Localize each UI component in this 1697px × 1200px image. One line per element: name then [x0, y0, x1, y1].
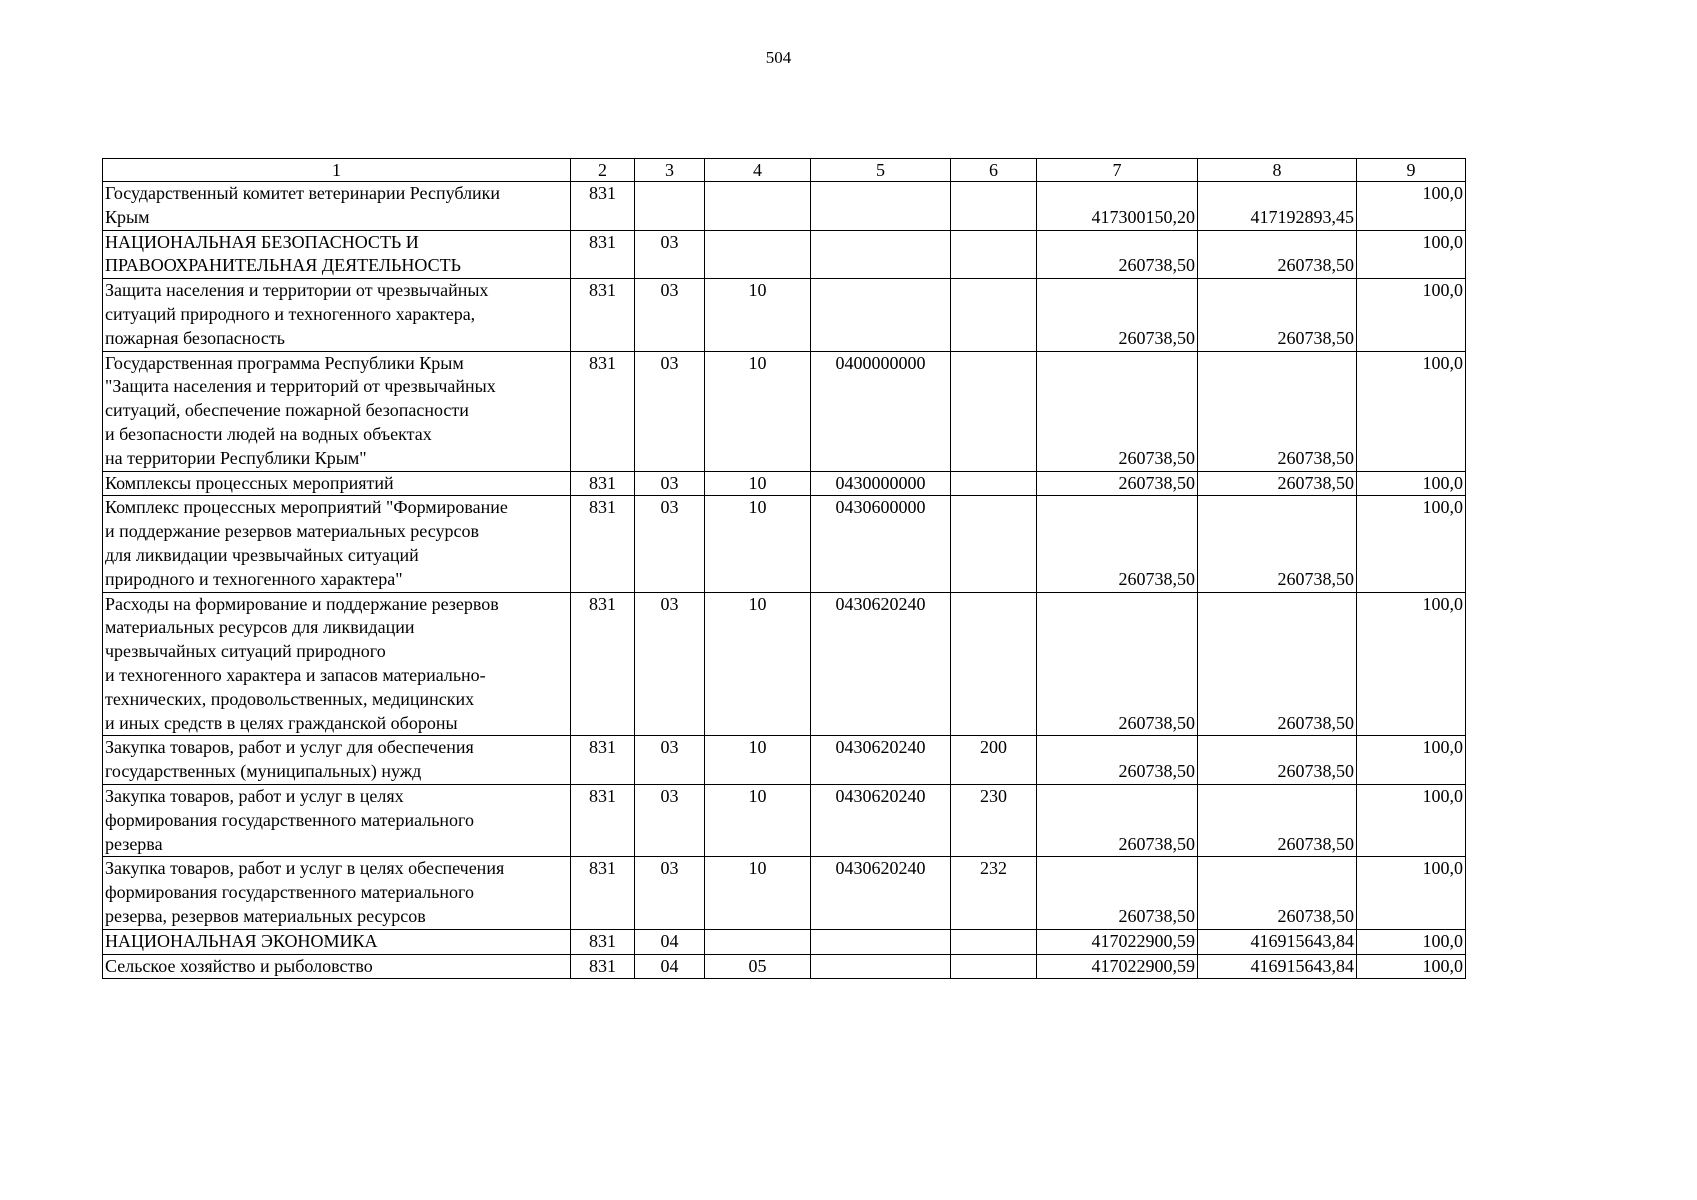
expense-type-cell: 200	[951, 736, 1037, 785]
table-row	[103, 471, 1466, 496]
expense-type-cell	[951, 182, 1037, 231]
percent-cell: 100,0	[1357, 230, 1466, 279]
expense-type-cell	[951, 230, 1037, 279]
target-article-cell: 0430600000	[811, 496, 951, 592]
expense-type-cell: 232	[951, 857, 1037, 929]
planned-amount-cell: 260738,50	[1037, 857, 1198, 929]
percent-cell: 100,0	[1357, 929, 1466, 954]
row-name-cell: Защита населения и территории от чрезвычайных ситуаций природного и техногенного характера, пожарная безопасность	[103, 279, 571, 351]
row-name-cell: Комплексы процессных мероприятий	[103, 471, 571, 496]
header-cell-2: 2	[571, 159, 635, 182]
target-article-cell	[811, 954, 951, 979]
target-article-cell: 0430620240	[811, 592, 951, 736]
expense-type-cell	[951, 929, 1037, 954]
subsection-code-cell: 10	[705, 351, 811, 471]
table-row	[103, 496, 1466, 592]
table-row	[103, 954, 1466, 979]
ministry-code-cell: 831	[571, 929, 635, 954]
planned-amount-cell: 260738,50	[1037, 471, 1198, 496]
executed-amount-cell: 260738,50	[1198, 592, 1357, 736]
percent-cell: 100,0	[1357, 592, 1466, 736]
percent-cell: 100,0	[1357, 351, 1466, 471]
percent-cell: 100,0	[1357, 784, 1466, 856]
expense-type-cell	[951, 279, 1037, 351]
ministry-code-cell: 831	[571, 182, 635, 231]
table-row	[103, 182, 1466, 231]
section-code-cell: 03	[635, 279, 705, 351]
target-article-cell: 0400000000	[811, 351, 951, 471]
executed-amount-cell: 260738,50	[1198, 496, 1357, 592]
ministry-code-cell: 831	[571, 230, 635, 279]
section-code-cell: 04	[635, 929, 705, 954]
subsection-code-cell: 05	[705, 954, 811, 979]
table-row	[103, 230, 1466, 279]
row-name-cell: Закупка товаров, работ и услуг в целях формирования государственного материального резерва	[103, 784, 571, 856]
table-row	[103, 857, 1466, 929]
percent-cell: 100,0	[1357, 496, 1466, 592]
table-row	[103, 784, 1466, 856]
row-name-cell: НАЦИОНАЛЬНАЯ БЕЗОПАСНОСТЬ И ПРАВООХРАНИТЕЛЬНАЯ ДЕЯТЕЛЬНОСТЬ	[103, 230, 571, 279]
section-code-cell: 03	[635, 592, 705, 736]
table-row	[103, 736, 1466, 785]
executed-amount-cell: 260738,50	[1198, 857, 1357, 929]
percent-cell: 100,0	[1357, 182, 1466, 231]
target-article-cell	[811, 182, 951, 231]
ministry-code-cell: 831	[571, 496, 635, 592]
table-row	[103, 592, 1466, 736]
target-article-cell: 0430620240	[811, 784, 951, 856]
row-name-cell: Закупка товаров, работ и услуг для обеспечения государственных (муниципальных) нужд	[103, 736, 571, 785]
row-name-cell: Расходы на формирование и поддержание резервов материальных ресурсов для ликвидации чрезвычайных ситуаций природного и техногенного характера и запасов материально- технических, продовольственных, медицинских и иных средств в целях гражданской обороны	[103, 592, 571, 736]
expense-type-cell: 230	[951, 784, 1037, 856]
planned-amount-cell: 260738,50	[1037, 279, 1198, 351]
ministry-code-cell: 831	[571, 592, 635, 736]
executed-amount-cell: 260738,50	[1198, 230, 1357, 279]
row-name-cell: Закупка товаров, работ и услуг в целях обеспечения формирования государственного материального резерва, резервов материальных ресурсов	[103, 857, 571, 929]
expense-type-cell	[951, 351, 1037, 471]
percent-cell: 100,0	[1357, 471, 1466, 496]
subsection-code-cell: 10	[705, 279, 811, 351]
section-code-cell: 03	[635, 496, 705, 592]
ministry-code-cell: 831	[571, 351, 635, 471]
executed-amount-cell: 260738,50	[1198, 736, 1357, 785]
row-name-cell: Государственный комитет ветеринарии Республики Крым	[103, 182, 571, 231]
expense-type-cell	[951, 471, 1037, 496]
header-cell-6: 6	[951, 159, 1037, 182]
row-name-cell: Государственная программа Республики Крым "Защита населения и территорий от чрезвычайных ситуаций, обеспечение пожарной безопасности и безопасности людей на водных объектах на территории Республики Крым"	[103, 351, 571, 471]
expense-type-cell	[951, 496, 1037, 592]
target-article-cell: 0430620240	[811, 857, 951, 929]
table-row	[103, 279, 1466, 351]
planned-amount-cell: 417300150,20	[1037, 182, 1198, 231]
executed-amount-cell: 416915643,84	[1198, 929, 1357, 954]
header-cell-4: 4	[705, 159, 811, 182]
percent-cell: 100,0	[1357, 279, 1466, 351]
subsection-code-cell: 10	[705, 471, 811, 496]
percent-cell: 100,0	[1357, 857, 1466, 929]
section-code-cell	[635, 182, 705, 231]
table-row	[103, 929, 1466, 954]
executed-amount-cell: 260738,50	[1198, 471, 1357, 496]
planned-amount-cell: 260738,50	[1037, 496, 1198, 592]
header-cell-7: 7	[1037, 159, 1198, 182]
planned-amount-cell: 417022900,59	[1037, 954, 1198, 979]
subsection-code-cell	[705, 230, 811, 279]
ministry-code-cell: 831	[571, 471, 635, 496]
executed-amount-cell: 260738,50	[1198, 279, 1357, 351]
planned-amount-cell: 260738,50	[1037, 230, 1198, 279]
subsection-code-cell: 10	[705, 857, 811, 929]
subsection-code-cell: 10	[705, 736, 811, 785]
percent-cell: 100,0	[1357, 954, 1466, 979]
executed-amount-cell: 417192893,45	[1198, 182, 1357, 231]
header-cell-8: 8	[1198, 159, 1357, 182]
header-cell-1: 1	[103, 159, 571, 182]
header-cell-9: 9	[1357, 159, 1466, 182]
target-article-cell	[811, 230, 951, 279]
section-code-cell: 03	[635, 784, 705, 856]
expense-type-cell	[951, 592, 1037, 736]
section-code-cell: 03	[635, 736, 705, 785]
planned-amount-cell: 260738,50	[1037, 351, 1198, 471]
ministry-code-cell: 831	[571, 857, 635, 929]
target-article-cell: 0430000000	[811, 471, 951, 496]
section-code-cell: 03	[635, 351, 705, 471]
ministry-code-cell: 831	[571, 736, 635, 785]
executed-amount-cell: 260738,50	[1198, 784, 1357, 856]
target-article-cell: 0430620240	[811, 736, 951, 785]
ministry-code-cell: 831	[571, 784, 635, 856]
planned-amount-cell: 260738,50	[1037, 784, 1198, 856]
target-article-cell	[811, 279, 951, 351]
row-name-cell: НАЦИОНАЛЬНАЯ ЭКОНОМИКА	[103, 929, 571, 954]
subsection-code-cell	[705, 182, 811, 231]
subsection-code-cell: 10	[705, 592, 811, 736]
section-code-cell: 03	[635, 857, 705, 929]
row-name-cell: Сельское хозяйство и рыболовство	[103, 954, 571, 979]
subsection-code-cell: 10	[705, 496, 811, 592]
planned-amount-cell: 260738,50	[1037, 736, 1198, 785]
ministry-code-cell: 831	[571, 279, 635, 351]
percent-cell: 100,0	[1357, 736, 1466, 785]
ministry-code-cell: 831	[571, 954, 635, 979]
planned-amount-cell: 417022900,59	[1037, 929, 1198, 954]
header-cell-5: 5	[811, 159, 951, 182]
executed-amount-cell: 416915643,84	[1198, 954, 1357, 979]
planned-amount-cell: 260738,50	[1037, 592, 1198, 736]
budget-table	[102, 158, 1466, 979]
section-code-cell: 03	[635, 230, 705, 279]
target-article-cell	[811, 929, 951, 954]
header-cell-3: 3	[635, 159, 705, 182]
table-row	[103, 351, 1466, 471]
executed-amount-cell: 260738,50	[1198, 351, 1357, 471]
page-number: 504	[765, 48, 792, 67]
subsection-code-cell: 10	[705, 784, 811, 856]
expense-type-cell	[951, 954, 1037, 979]
header-row	[103, 159, 1466, 182]
subsection-code-cell	[705, 929, 811, 954]
row-name-cell: Комплекс процессных мероприятий "Формирование и поддержание резервов материальных ресурсов для ликвидации чрезвычайных ситуаций природного и техногенного характера"	[103, 496, 571, 592]
section-code-cell: 04	[635, 954, 705, 979]
section-code-cell: 03	[635, 471, 705, 496]
